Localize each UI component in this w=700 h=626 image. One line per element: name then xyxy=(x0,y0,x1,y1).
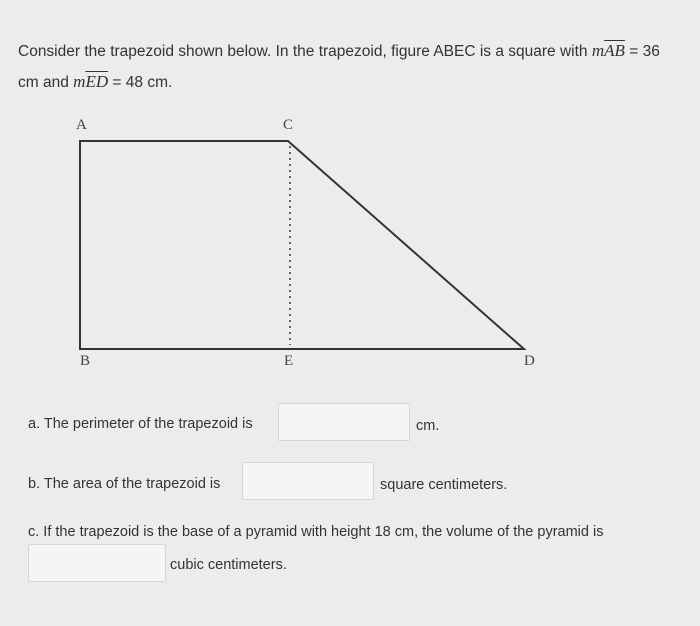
segment-ed: $\overline{ED}$ xyxy=(85,72,109,91)
perimeter-answer-input[interactable] xyxy=(278,403,410,441)
measure-m-2: m xyxy=(73,72,86,91)
vertex-c-label: C xyxy=(283,117,294,133)
measure-m: m xyxy=(591,41,605,60)
ed-value: = 48 cm. xyxy=(112,74,173,91)
question-c-text: c. If the trapezoid is the base of a pyramid with height 18 cm, the volume of the pyramid is xyxy=(28,524,604,540)
trapezoid-shape xyxy=(80,141,524,349)
vertex-e-label: E xyxy=(284,353,294,369)
area-answer-input[interactable] xyxy=(242,462,374,500)
volume-answer-input[interactable] xyxy=(28,544,166,582)
vertex-d-label: D xyxy=(524,353,535,369)
segment-ab: $\overline{AB}$ xyxy=(604,41,625,60)
intro-sentence: Consider the trapezoid shown below. In the trapezoid, figure ABEC is a square with xyxy=(18,43,588,60)
question-a-unit: cm. xyxy=(416,418,440,434)
vertex-a-label: A xyxy=(76,117,87,133)
question-c-unit: cubic centimeters. xyxy=(170,557,287,573)
ab-value: = 36 xyxy=(629,43,660,60)
question-b-text: b. The area of the trapezoid is xyxy=(28,476,221,492)
cm-and-text: cm and xyxy=(18,74,69,91)
vertex-b-label: B xyxy=(80,353,91,369)
question-a-text: a. The perimeter of the trapezoid is xyxy=(28,416,253,432)
question-b-unit: square centimeters. xyxy=(380,477,508,493)
